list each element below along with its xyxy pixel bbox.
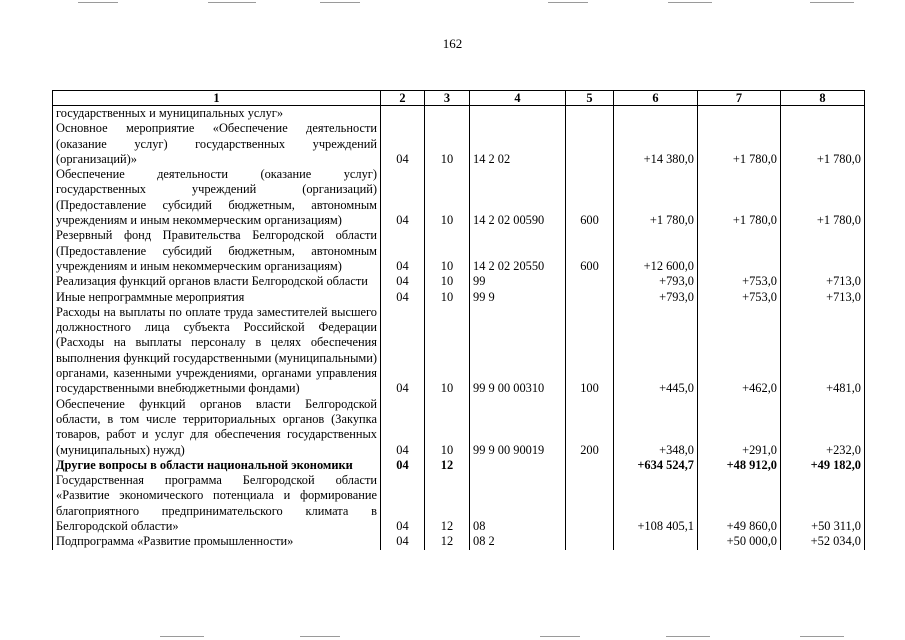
table-row — [53, 305, 865, 397]
amount-col-6 — [614, 106, 698, 122]
expense-type — [566, 473, 614, 534]
subsection-code: 10 — [425, 305, 470, 397]
table-row — [53, 274, 865, 289]
amount-col-8: +481,0 — [781, 305, 865, 397]
target-article: 08 2 — [470, 534, 566, 549]
table-row — [53, 473, 865, 534]
target-article — [470, 458, 566, 473]
expense-type: 600 — [566, 228, 614, 274]
target-article — [470, 106, 566, 122]
subsection-code: 12 — [425, 534, 470, 549]
subsection-code: 10 — [425, 228, 470, 274]
section-code: 04 — [381, 305, 425, 397]
section-code: 04 — [381, 290, 425, 305]
section-code: 04 — [381, 473, 425, 534]
target-article: 99 9 00 00310 — [470, 305, 566, 397]
column-header: 2 — [381, 91, 425, 106]
expense-type: 600 — [566, 167, 614, 228]
subsection-code: 12 — [425, 458, 470, 473]
expense-type — [566, 534, 614, 549]
subsection-code — [425, 106, 470, 122]
budget-table — [52, 90, 865, 550]
amount-col-7: +50 000,0 — [698, 534, 781, 549]
section-code: 04 — [381, 397, 425, 458]
item-name: Государственная программа Белгородской области «Развитие экономического потенциала и формирование благоприятного предпринимательского климата в Белгородской области» — [53, 473, 381, 534]
amount-col-6: +1 780,0 — [614, 167, 698, 228]
item-name: Иные непрограммные мероприятия — [53, 290, 381, 305]
expense-type — [566, 106, 614, 122]
table-header-row — [53, 91, 865, 106]
target-article: 14 2 02 20550 — [470, 228, 566, 274]
section-code: 04 — [381, 458, 425, 473]
target-article: 99 9 00 90019 — [470, 397, 566, 458]
scan-mark — [668, 2, 712, 3]
amount-col-8: +232,0 — [781, 397, 865, 458]
expense-type — [566, 290, 614, 305]
table-row — [53, 106, 865, 122]
amount-col-8: +713,0 — [781, 274, 865, 289]
amount-col-7 — [698, 106, 781, 122]
item-name: Резервный фонд Правительства Белгородской области (Предоставление субсидий бюджетным, автономным учреждениям и иным некоммерческим организациям) — [53, 228, 381, 274]
item-name: Расходы на выплаты по оплате труда заместителей высшего должностного лица субъекта Российской Федерации (Расходы на выплаты персоналу в целях обеспечения выполнения функций государственными (муниципальными) органами, казенными учреждениями, органами управления государственными внебюджетными фондами) — [53, 305, 381, 397]
expense-type — [566, 121, 614, 167]
scan-mark — [78, 2, 118, 3]
target-article: 08 — [470, 473, 566, 534]
amount-col-6: +108 405,1 — [614, 473, 698, 534]
amount-col-8: +1 780,0 — [781, 167, 865, 228]
amount-col-6 — [614, 534, 698, 549]
amount-col-7: +753,0 — [698, 274, 781, 289]
item-name: государственных и муниципальных услуг» — [53, 106, 381, 122]
amount-col-7: +753,0 — [698, 290, 781, 305]
amount-col-7: +462,0 — [698, 305, 781, 397]
column-header: 7 — [698, 91, 781, 106]
item-name: Реализация функций органов власти Белгородской области — [53, 274, 381, 289]
expense-type — [566, 274, 614, 289]
column-header: 5 — [566, 91, 614, 106]
section-code: 04 — [381, 274, 425, 289]
amount-col-8: +1 780,0 — [781, 121, 865, 167]
section-code: 04 — [381, 228, 425, 274]
target-article: 14 2 02 — [470, 121, 566, 167]
amount-col-7 — [698, 228, 781, 274]
page-number: 162 — [442, 36, 463, 51]
amount-col-8 — [781, 106, 865, 122]
column-header: 8 — [781, 91, 865, 106]
section-code: 04 — [381, 121, 425, 167]
section-code: 04 — [381, 534, 425, 549]
section-code: 04 — [381, 167, 425, 228]
amount-col-6: +793,0 — [614, 274, 698, 289]
item-name: Обеспечение функций органов власти Белгородской области, в том числе территориальных органов (Закупка товаров, работ и услуг для обеспечения государственных (муниципальных) нужд) — [53, 397, 381, 458]
column-header: 3 — [425, 91, 470, 106]
expense-type: 100 — [566, 305, 614, 397]
scan-mark — [548, 2, 588, 3]
expense-type: 200 — [566, 397, 614, 458]
subsection-code: 10 — [425, 274, 470, 289]
target-article: 14 2 02 00590 — [470, 167, 566, 228]
subsection-code: 12 — [425, 473, 470, 534]
target-article: 99 9 — [470, 290, 566, 305]
amount-col-8: +713,0 — [781, 290, 865, 305]
section-code — [381, 106, 425, 122]
table-row — [53, 167, 865, 228]
table-row — [53, 228, 865, 274]
table-row — [53, 121, 865, 167]
amount-col-6: +634 524,7 — [614, 458, 698, 473]
amount-col-6: +14 380,0 — [614, 121, 698, 167]
table-row — [53, 397, 865, 458]
table-row — [53, 534, 865, 549]
subsection-code: 10 — [425, 290, 470, 305]
amount-col-7: +1 780,0 — [698, 121, 781, 167]
amount-col-8: +49 182,0 — [781, 458, 865, 473]
amount-col-6: +348,0 — [614, 397, 698, 458]
target-article: 99 — [470, 274, 566, 289]
scan-mark — [160, 636, 204, 637]
scan-mark — [800, 636, 844, 637]
column-header: 4 — [470, 91, 566, 106]
item-name: Другие вопросы в области национальной экономики — [53, 458, 381, 473]
scan-mark — [208, 2, 256, 3]
amount-col-8: +52 034,0 — [781, 534, 865, 549]
amount-col-6: +793,0 — [614, 290, 698, 305]
scan-mark — [666, 636, 710, 637]
scan-mark — [540, 636, 580, 637]
amount-col-8 — [781, 228, 865, 274]
amount-col-7: +291,0 — [698, 397, 781, 458]
table-row — [53, 458, 865, 473]
column-header: 6 — [614, 91, 698, 106]
amount-col-7: +1 780,0 — [698, 167, 781, 228]
subsection-code: 10 — [425, 121, 470, 167]
item-name: Подпрограмма «Развитие промышленности» — [53, 534, 381, 549]
scan-mark — [300, 636, 340, 637]
amount-col-6: +445,0 — [614, 305, 698, 397]
amount-col-6: +12 600,0 — [614, 228, 698, 274]
column-header: 1 — [53, 91, 381, 106]
expense-type — [566, 458, 614, 473]
table-row — [53, 290, 865, 305]
item-name: Обеспечение деятельности (оказание услуг) государственных учреждений (организаций) (Предоставление субсидий бюджетным, автономным учреждениям и иным некоммерческим организациям) — [53, 167, 381, 228]
scan-mark — [810, 2, 854, 3]
amount-col-8: +50 311,0 — [781, 473, 865, 534]
item-name: Основное мероприятие «Обеспечение деятельности (оказание услуг) государственных учреждений (организаций)» — [53, 121, 381, 167]
amount-col-7: +49 860,0 — [698, 473, 781, 534]
subsection-code: 10 — [425, 167, 470, 228]
amount-col-7: +48 912,0 — [698, 458, 781, 473]
scan-mark — [320, 2, 360, 3]
subsection-code: 10 — [425, 397, 470, 458]
